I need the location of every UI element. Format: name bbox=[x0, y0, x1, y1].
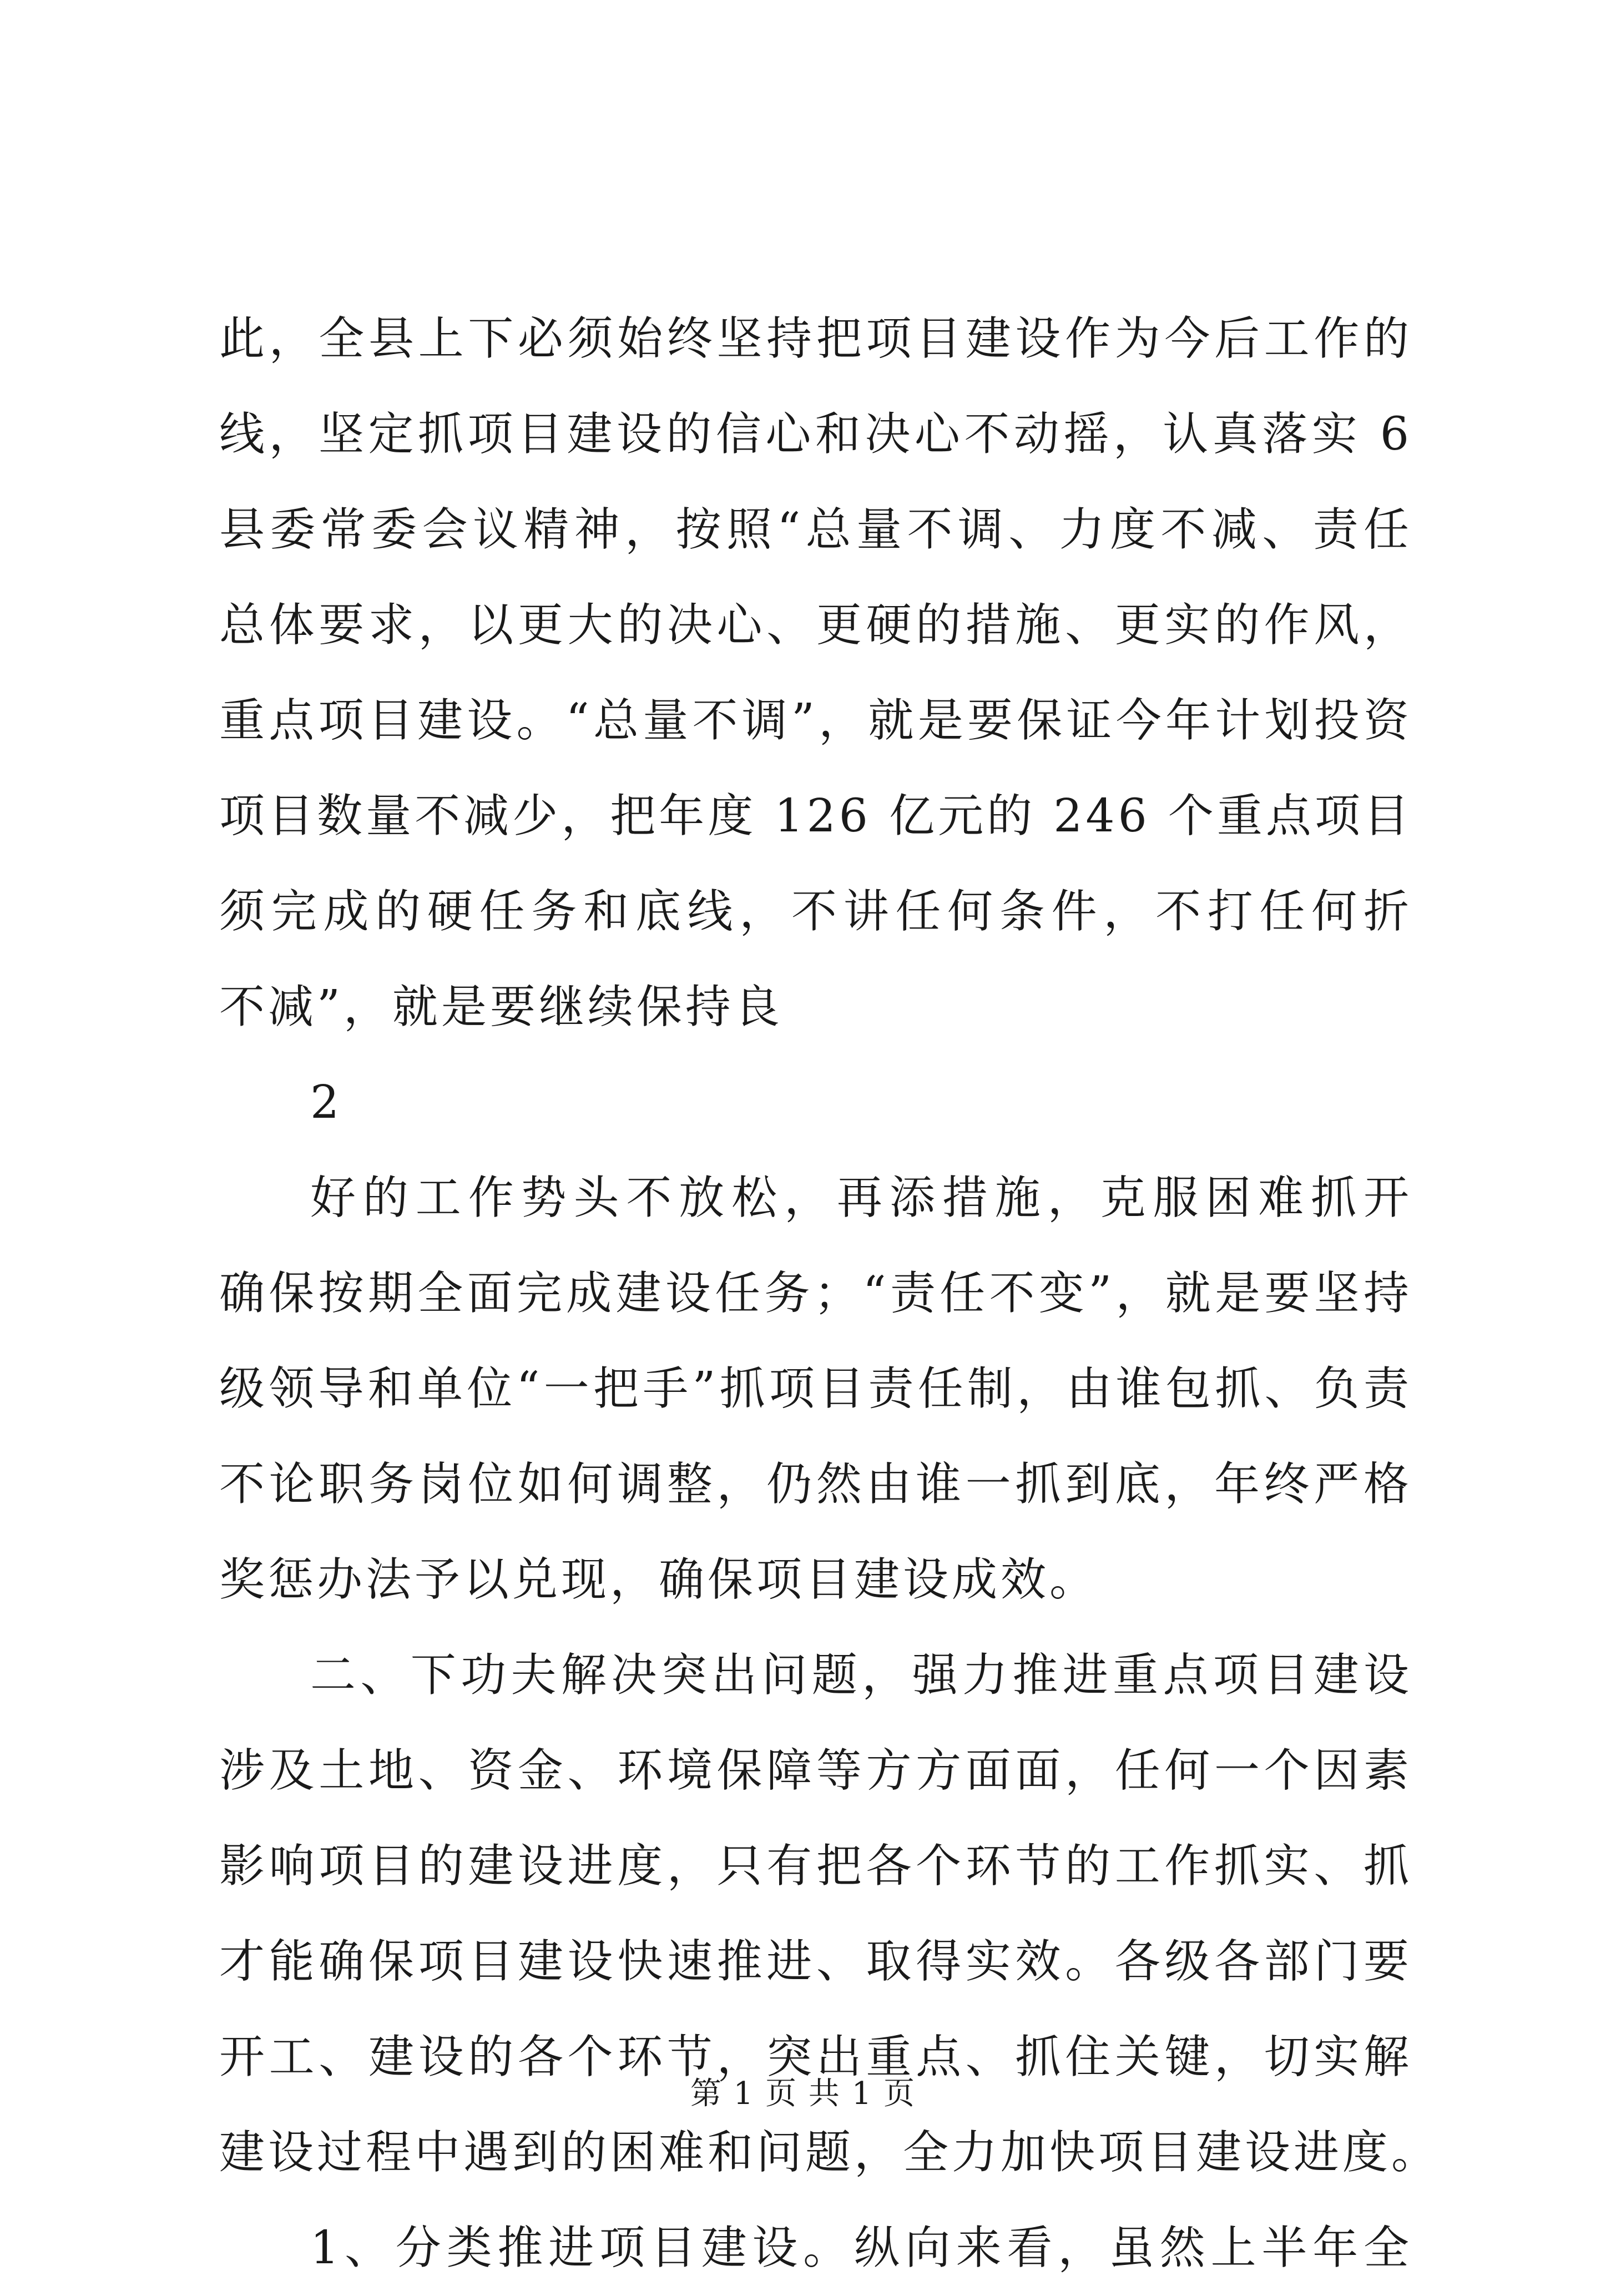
body-line: 线，坚定抓项目建设的信心和决心不动摇，认真落实 6 bbox=[219, 408, 1412, 461]
body-line: 须完成的硬任务和底线，不讲任何条件，不打任何折 bbox=[219, 885, 1412, 938]
body-line: 项目数量不减少，把年度 126 亿元的 246 个重点项目 bbox=[219, 790, 1412, 842]
body-line: 建设过程中遇到的困难和问题，全力加快项目建设进度。 bbox=[219, 2126, 1441, 2179]
body-line: 总体要求，以更大的决心、更硬的措施、更实的作风， bbox=[219, 599, 1412, 652]
body-line: 涉及土地、资金、环境保障等方方面面，任何一个因素 bbox=[219, 1744, 1412, 1797]
body-line: 影响项目的建设进度，只有把各个环节的工作抓实、抓 bbox=[219, 1840, 1412, 1893]
body-line: 级领导和单位“一把手”抓项目责任制，由谁包抓、负责 bbox=[219, 1363, 1412, 1415]
body-line: 确保按期全面完成建设任务；“责任不变”，就是要坚持 bbox=[219, 1267, 1412, 1320]
body-line: 才能确保项目建设快速推进、取得实效。各级各部门要 bbox=[219, 1935, 1412, 1988]
body-line: 开工、建设的各个环节，突出重点、抓住关键，切实解 bbox=[219, 2031, 1412, 2083]
body-line: 不论职务岗位如何调整，仍然由谁一抓到底，年终严格 bbox=[219, 1458, 1412, 1511]
body-line: 县委常委会议精神，按照“总量不调、力度不减、责任 bbox=[219, 503, 1412, 556]
body-line: 不减”，就是要继续保持良 bbox=[219, 981, 783, 1033]
body-line: 重点项目建设。“总量不调”，就是要保证今年计划投资 bbox=[219, 694, 1412, 747]
section-heading-line: 二、下功夫解决突出问题，强力推进重点项目建设 bbox=[310, 1649, 1412, 1702]
body-line: 此，全县上下必须始终坚持把项目建设作为今后工作的 bbox=[219, 312, 1412, 365]
document-body bbox=[219, 291, 1441, 2296]
body-line: 好的工作势头不放松，再添措施，克服困难抓开 bbox=[310, 1172, 1412, 1224]
page-footer: 第 1 页 共 1 页 bbox=[690, 2076, 916, 2112]
body-line: 1、分类推进项目建设。纵向来看，虽然上半年全 bbox=[310, 2222, 1412, 2274]
body-line: 奖惩办法予以兑现，确保项目建设成效。 bbox=[219, 1553, 1099, 1606]
body-line-page-number: 2 bbox=[310, 1076, 343, 1129]
